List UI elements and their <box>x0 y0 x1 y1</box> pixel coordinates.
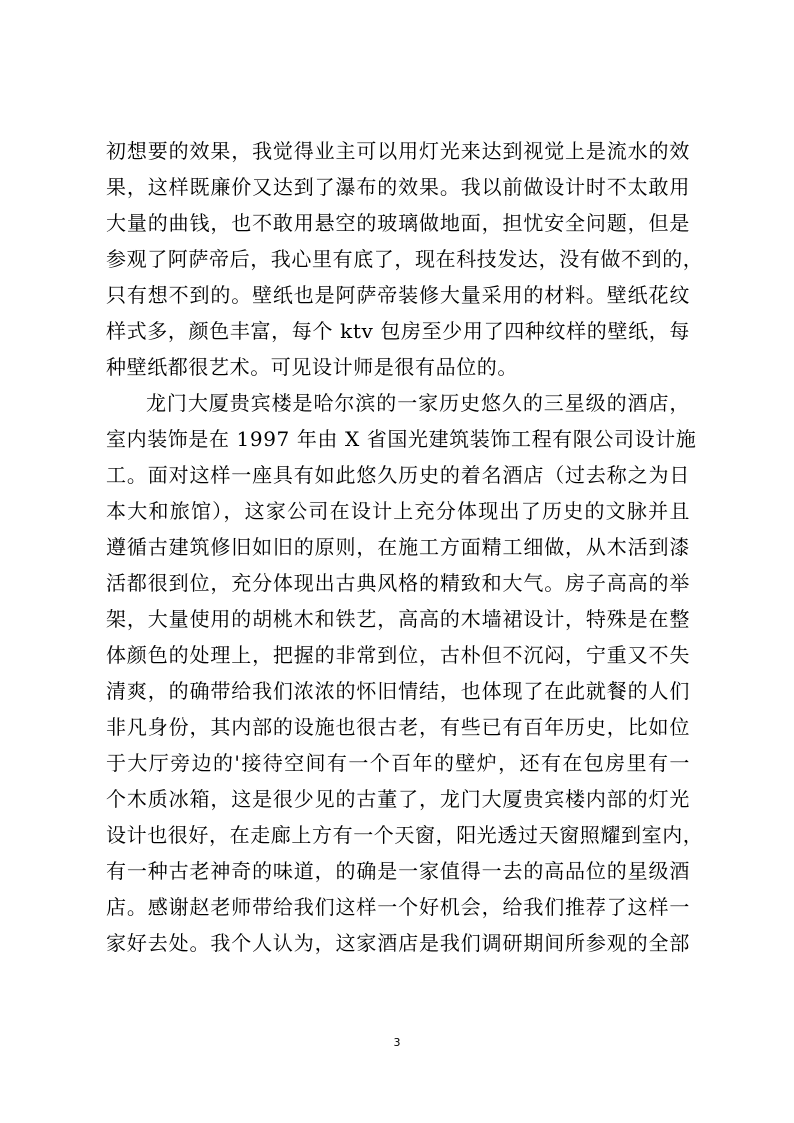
text-line: 体颜色的处理上，把握的非常到位，古朴但不沉闷，宁重又不失 <box>106 643 690 667</box>
text-line: 设计也很好，在走廊上方有一个天窗，阳光透过天窗照耀到室内， <box>106 823 704 847</box>
text-line: 种壁纸都很艺术。可见设计师是很有品位的。 <box>106 355 518 379</box>
paragraph-1 <box>106 133 704 385</box>
text-line: 非凡身份，其内部的设施也很古老，有些已有百年历史，比如位 <box>106 715 690 739</box>
text-line: 只有想不到的。壁纸也是阿萨帝装修大量采用的材料。壁纸花纹 <box>106 283 690 307</box>
text-line: 果，这样既廉价又达到了瀑布的效果。我以前做设计时不太敢用 <box>106 175 690 199</box>
text-line: 初想要的效果，我觉得业主可以用灯光来达到视觉上是流水的效 <box>106 139 690 163</box>
text-line: 工。面对这样一座具有如此悠久历史的着名酒店（过去称之为日 <box>106 463 690 487</box>
body-text <box>106 133 704 961</box>
text-line: 龙门大厦贵宾楼是哈尔滨的一家历史悠久的三星级的酒店， <box>146 391 690 415</box>
text-line: 遵循古建筑修旧如旧的原则，在施工方面精工细做，从木活到漆 <box>106 535 690 559</box>
text-line: 家好去处。我个人认为，这家酒店是我们调研期间所参观的全部 <box>106 931 690 955</box>
text-line: 于大厅旁边的'接待空间有一个百年的壁炉，还有在包房里有一 <box>106 751 690 775</box>
page-number: 3 <box>393 1036 401 1049</box>
text-line: 清爽，的确带给我们浓浓的怀旧情结，也体现了在此就餐的人们 <box>106 679 690 703</box>
text-line: 参观了阿萨帝后，我心里有底了，现在科技发达，没有做不到的， <box>106 247 704 271</box>
text-line: 活都很到位，充分体现出古典风格的精致和大气。房子高高的举 <box>106 571 690 595</box>
text-line: 样式多，颜色丰富，每个 ktv 包房至少用了四种纹样的壁纸，每 <box>106 319 690 343</box>
text-line: 店。感谢赵老师带给我们这样一个好机会，给我们推荐了这样一 <box>106 895 690 919</box>
paragraph-2 <box>106 385 704 961</box>
text-line: 架，大量使用的胡桃木和铁艺，高高的木墙裙设计，特殊是在整 <box>106 607 690 631</box>
text-line: 个木质冰箱，这是很少见的古董了，龙门大厦贵宾楼内部的灯光 <box>106 787 690 811</box>
text-line: 室内装饰是在 1997 年由 X 省国光建筑装饰工程有限公司设计施 <box>106 427 697 451</box>
text-line: 有一种古老神奇的味道，的确是一家值得一去的高品位的星级酒 <box>106 859 690 883</box>
text-line: 大量的曲钱，也不敢用悬空的玻璃做地面，担忧安全问题，但是 <box>106 211 690 235</box>
text-line: 本大和旅馆），这家公司在设计上充分体现出了历史的文脉并且 <box>106 499 690 523</box>
